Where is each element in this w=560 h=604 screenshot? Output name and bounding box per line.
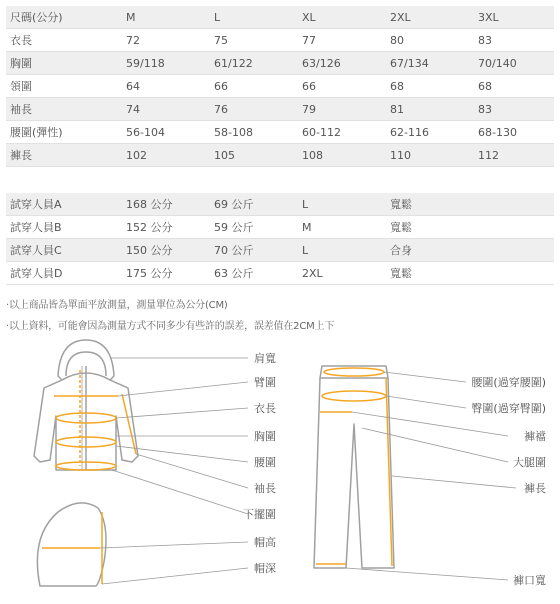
size-table-row bbox=[6, 29, 554, 52]
size-table-cell: 83 bbox=[474, 29, 554, 52]
size-table-cell: 63/126 bbox=[298, 52, 386, 75]
tryon-table-cell: 2XL bbox=[298, 262, 386, 285]
tryon-table-cell: 寬鬆 bbox=[386, 262, 474, 285]
size-table-cell: 胸圍 bbox=[6, 52, 122, 75]
size-table-cell: 64 bbox=[122, 75, 210, 98]
size-table-cell: 68 bbox=[474, 75, 554, 98]
size-table-cell: 74 bbox=[122, 98, 210, 121]
size-table-cell: 59/118 bbox=[122, 52, 210, 75]
tryon-table-cell bbox=[474, 193, 554, 216]
size-table-row bbox=[6, 75, 554, 98]
label-hood-height: 帽高 bbox=[254, 536, 276, 549]
hood-illustration bbox=[37, 503, 106, 586]
size-table-cell: 60-112 bbox=[298, 121, 386, 144]
tryon-table-cell bbox=[474, 262, 554, 285]
label-thigh: 大腿圍 bbox=[513, 456, 546, 469]
tryon-table-cell: 69 公斤 bbox=[210, 193, 298, 216]
label-waist: 腰圍 bbox=[254, 456, 276, 469]
size-table-cell: 68-130 bbox=[474, 121, 554, 144]
size-table-row bbox=[6, 52, 554, 75]
jacket-illustration bbox=[34, 340, 138, 470]
tryon-table-cell: 152 公分 bbox=[122, 216, 210, 239]
tryon-table-cell: L bbox=[298, 193, 386, 216]
tryon-table-cell: 試穿人員B bbox=[6, 216, 122, 239]
size-table-cell: 102 bbox=[122, 144, 210, 167]
label-pants-length: 褲長 bbox=[524, 482, 546, 495]
size-table-row bbox=[6, 6, 554, 29]
size-table-cell: 褲長 bbox=[6, 144, 122, 167]
size-table-cell: 66 bbox=[210, 75, 298, 98]
label-chest: 胸圍 bbox=[254, 430, 276, 443]
size-table-cell: 66 bbox=[298, 75, 386, 98]
tryon-table-cell: L bbox=[298, 239, 386, 262]
size-table-cell: M bbox=[122, 6, 210, 29]
size-table-cell: 112 bbox=[474, 144, 554, 167]
size-table-cell: 81 bbox=[386, 98, 474, 121]
pants-label-group bbox=[471, 375, 546, 587]
tryon-table bbox=[6, 193, 554, 285]
leader-lines bbox=[100, 358, 516, 584]
tryon-table-row bbox=[6, 216, 554, 239]
size-table-cell: 105 bbox=[210, 144, 298, 167]
tryon-table-cell: 150 公分 bbox=[122, 239, 210, 262]
measure-lines bbox=[42, 368, 392, 584]
size-table-cell: 領圍 bbox=[6, 75, 122, 98]
pants-illustration bbox=[314, 366, 394, 568]
tryon-table-cell bbox=[474, 239, 554, 262]
measurement-note: ‧以上商品皆為單面平放測量，測量單位為公分(CM) bbox=[6, 300, 228, 311]
tryon-table-cell: 合身 bbox=[386, 239, 474, 262]
size-table-cell: 58-108 bbox=[210, 121, 298, 144]
tryon-table-cell: 試穿人員A bbox=[6, 193, 122, 216]
tryon-table-cell: 寬鬆 bbox=[386, 216, 474, 239]
tryon-table-cell: 63 公斤 bbox=[210, 262, 298, 285]
size-table-row bbox=[6, 121, 554, 144]
size-table-cell: XL bbox=[298, 6, 386, 29]
label-leg-opening: 褲口寬 bbox=[513, 574, 546, 587]
size-table-cell: 68 bbox=[386, 75, 474, 98]
tolerance-note: ‧以上資料，可能會因為測量方式不同多少有些許的誤差，誤差值在2CM上下 bbox=[6, 321, 335, 332]
tryon-table-cell: 70 公斤 bbox=[210, 239, 298, 262]
label-hood-depth: 帽深 bbox=[254, 562, 276, 575]
tryon-table-row bbox=[6, 262, 554, 285]
label-rise: 褲襠 bbox=[524, 430, 546, 443]
size-table-cell: 67/134 bbox=[386, 52, 474, 75]
label-pants-waist: 腰圍(過穿腰圍) bbox=[471, 376, 546, 389]
size-table-cell: 76 bbox=[210, 98, 298, 121]
size-table-cell: 腰圍(彈性) bbox=[6, 121, 122, 144]
size-table-cell: 79 bbox=[298, 98, 386, 121]
size-table-cell: 83 bbox=[474, 98, 554, 121]
tryon-table-cell: 試穿人員C bbox=[6, 239, 122, 262]
size-table-cell: 2XL bbox=[386, 6, 474, 29]
tryon-table-row bbox=[6, 239, 554, 262]
label-shoulder-width: 肩寬 bbox=[254, 352, 276, 365]
label-hem: 下擺圍 bbox=[243, 508, 276, 521]
size-table-cell: 袖長 bbox=[6, 98, 122, 121]
size-table-cell: 61/122 bbox=[210, 52, 298, 75]
label-arm-circumference: 臂圍 bbox=[254, 376, 276, 389]
tryon-table-cell: 試穿人員D bbox=[6, 262, 122, 285]
size-table-cell: 75 bbox=[210, 29, 298, 52]
tryon-table-cell bbox=[474, 216, 554, 239]
size-table-cell: 尺碼(公分) bbox=[6, 6, 122, 29]
tryon-table-cell: 寬鬆 bbox=[386, 193, 474, 216]
tryon-table-cell: M bbox=[298, 216, 386, 239]
label-body-length: 衣長 bbox=[254, 402, 276, 415]
size-table-cell: 108 bbox=[298, 144, 386, 167]
label-sleeve-length: 袖長 bbox=[254, 482, 276, 495]
size-table-cell: 3XL bbox=[474, 6, 554, 29]
tryon-table-cell: 175 公分 bbox=[122, 262, 210, 285]
size-table-row bbox=[6, 144, 554, 167]
size-table-cell: 77 bbox=[298, 29, 386, 52]
label-hip: 臀圍(過穿臀圍) bbox=[471, 402, 546, 415]
tryon-table-cell: 168 公分 bbox=[122, 193, 210, 216]
tryon-table-cell: 59 公斤 bbox=[210, 216, 298, 239]
measurement-diagram bbox=[0, 336, 560, 604]
tryon-table-row bbox=[6, 193, 554, 216]
size-table-cell: 衣長 bbox=[6, 29, 122, 52]
size-table-cell: 72 bbox=[122, 29, 210, 52]
size-table bbox=[6, 6, 554, 167]
size-table-cell: 80 bbox=[386, 29, 474, 52]
size-table-cell: L bbox=[210, 6, 298, 29]
jacket-label-group bbox=[243, 351, 276, 575]
size-table-cell: 56-104 bbox=[122, 121, 210, 144]
size-table-cell: 70/140 bbox=[474, 52, 554, 75]
size-table-cell: 62-116 bbox=[386, 121, 474, 144]
size-table-row bbox=[6, 98, 554, 121]
size-table-cell: 110 bbox=[386, 144, 474, 167]
